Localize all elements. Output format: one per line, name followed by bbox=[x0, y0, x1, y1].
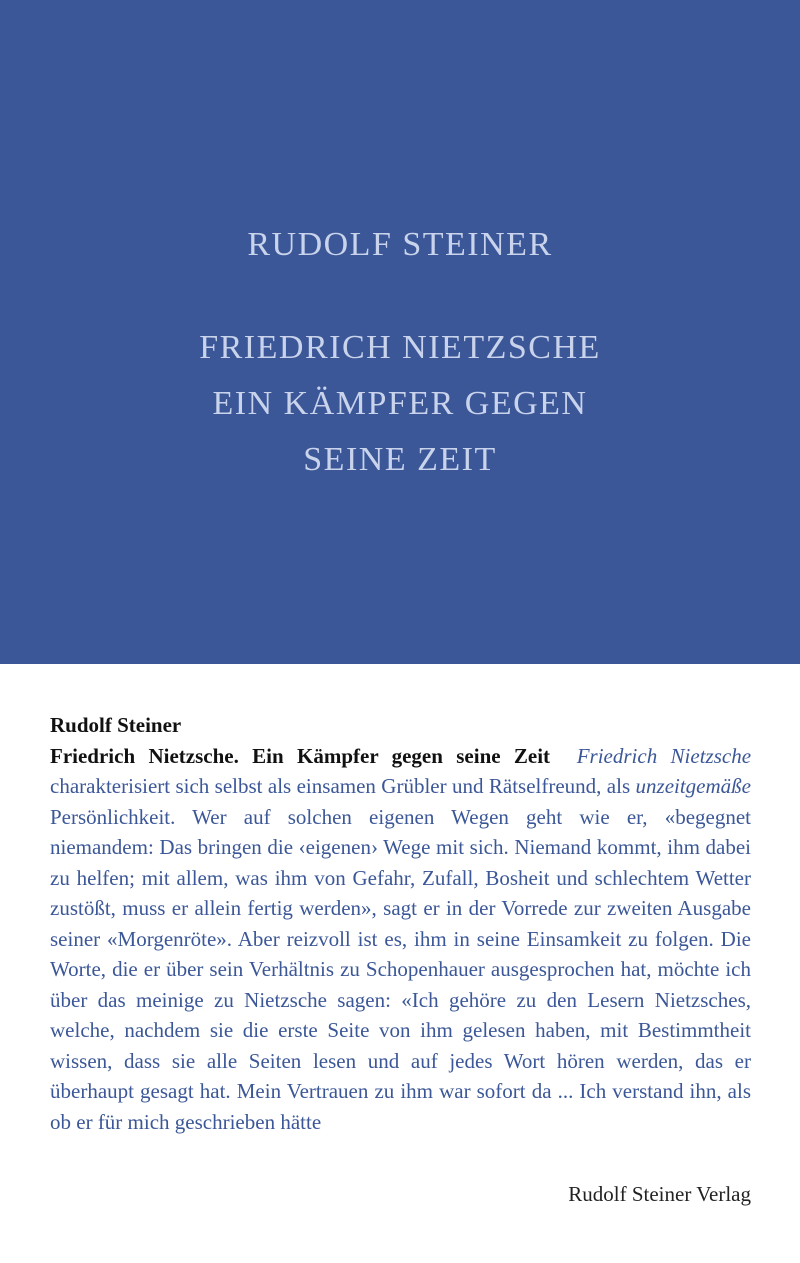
cover-title bbox=[0, 320, 800, 488]
blurb-lead: Friedrich Nietzsche bbox=[576, 743, 752, 768]
blurb-part-1: charakterisiert sich selbst als einsamen Grübler und Rätselfreund, als bbox=[50, 774, 631, 798]
blurb-italic: unzeitgemäße bbox=[635, 774, 751, 798]
back-text bbox=[50, 710, 751, 1137]
publisher: Rudolf Steiner Verlag bbox=[568, 1182, 751, 1206]
cover-author: RUDOLF STEINER bbox=[247, 226, 553, 263]
blurb-part-2: Persönlichkeit. Wer auf solchen eigenen Wegen geht wie er, «begegnet niemandem: Das bringen die ‹eigenen› Wege mit sich. Niemand kommt, ihm dabei zu helfen; mit allem, was ihm von Gefahr, Zufall, Bosheit und schlechtem Wetter zustößt, muss er allein fertig werden», sagt er in der Vorrede zur zweiten Ausgabe seiner «Morgenröte». Aber reizvoll ist es, ihm in seine Einsamkeit zu folgen. Die Worte, die er über sein Verhältnis zu Schopenhauer ausgesprochen hat, möchte ich über das meinige zu Nietzsche sagen: «Ich gehöre zu den Lesern Nietzsches, welche, nachdem sie die erste Seite von ihm gelesen haben, mit Bestimmtheit wissen, dass sie alle Seiten lesen und auf jedes Wort hören werden, das er überhaupt gesagt hat. Mein Vertrauen zu ihm war sofort da ... Ich verstand ihn, als ob er für mich geschrieben hätte bbox=[50, 804, 751, 1134]
back-author: Rudolf Steiner bbox=[50, 713, 182, 737]
blurb bbox=[50, 741, 751, 1138]
cover-title-line-2: EIN KÄMPFER GEGEN bbox=[212, 385, 588, 422]
cover-title-line-3: SEINE ZEIT bbox=[303, 441, 497, 478]
cover-title-line-1: FRIEDRICH NIETZSCHE bbox=[199, 329, 601, 366]
back-title: Friedrich Nietzsche. Ein Kämpfer gegen seine Zeit bbox=[50, 743, 551, 768]
